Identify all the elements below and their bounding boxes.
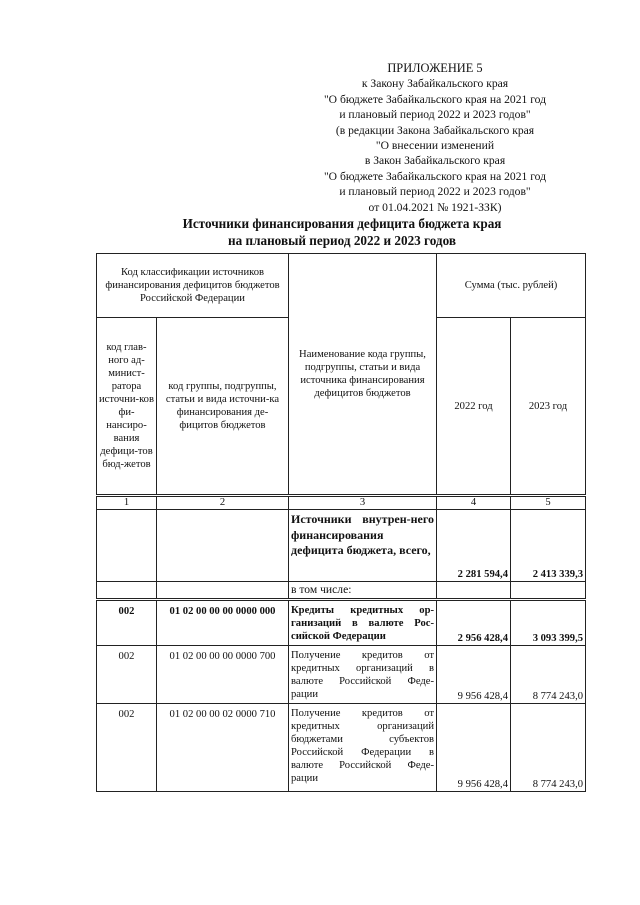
row-admin-code (97, 582, 157, 600)
column-numbers-row (97, 496, 586, 510)
row-group-code (157, 582, 289, 600)
row-value-2023: 3 093 399,5 (511, 600, 586, 646)
table-row (97, 582, 586, 600)
row-group-code: 01 02 00 00 02 0000 710 (157, 704, 289, 792)
row-value-2023: 2 413 339,3 (511, 510, 586, 582)
row-value-2023: 8 774 243,0 (511, 704, 586, 792)
header-group-code: код группы, подгруппы, статьи и вида источни-ка финансирования де-фицитов бюджетов (157, 318, 289, 496)
row-value-2022 (437, 582, 511, 600)
appendix-line: и плановый период 2022 и 2023 годов" (339, 185, 531, 199)
table-row (97, 510, 586, 582)
column-number: 1 (97, 496, 157, 510)
row-value-2022: 9 956 428,4 (437, 646, 511, 704)
appendix-line: в Закон Забайкальского края (364, 154, 506, 168)
row-group-code (157, 510, 289, 582)
document-title-line-2: на плановый период 2022 и 2023 годов (228, 233, 456, 248)
row-admin-code (97, 510, 157, 582)
header-year-2022: 2022 год (437, 318, 511, 496)
column-number: 3 (289, 496, 437, 510)
row-value-2022: 2 956 428,4 (437, 600, 511, 646)
row-name: Получение кредитов от кредитных организаций бюджетами субъектов Российской Федерации в валюте Российской Феде-рации (289, 704, 437, 792)
row-group-code: 01 02 00 00 00 0000 000 (157, 600, 289, 646)
appendix-line: к Закону Забайкальского края (361, 77, 509, 91)
appendix-line: "О внесении изменений (375, 139, 495, 153)
table-row (97, 646, 586, 704)
header-year-2023: 2023 год (511, 318, 586, 496)
appendix-title: ПРИЛОЖЕНИЕ 5 (387, 61, 483, 75)
financing-sources-table (96, 253, 586, 792)
row-admin-code: 002 (97, 704, 157, 792)
appendix-line: "О бюджете Забайкальского края на 2021 год (323, 92, 547, 106)
table-row (97, 600, 586, 646)
row-name: Кредиты кредитных ор-ганизаций в валюте Рос-сийской Федерации (289, 600, 437, 646)
row-name: Получение кредитов от кредитных организаций в валюте Российской Феде-рации (289, 646, 437, 704)
row-name: в том числе: (289, 582, 437, 600)
column-number: 2 (157, 496, 289, 510)
appendix-line: и плановый период 2022 и 2023 годов" (339, 108, 531, 122)
row-value-2022: 2 281 594,4 (437, 510, 511, 582)
row-value-2023: 8 774 243,0 (511, 646, 586, 704)
appendix-line: (в редакции Закона Забайкальского края (335, 123, 535, 137)
row-group-code: 01 02 00 00 00 0000 700 (157, 646, 289, 704)
appendix-block (300, 61, 570, 215)
appendix-line: "О бюджете Забайкальского края на 2021 год (323, 169, 547, 183)
row-admin-code: 002 (97, 600, 157, 646)
document-title-line-1: Источники финансирования дефицита бюджета края (182, 216, 502, 231)
row-value-2022: 9 956 428,4 (437, 704, 511, 792)
header-admin-code: код глав-ного ад-минист-ратора источни-ков фи-нансиро-вания дефици-тов бюд-жетов (97, 318, 157, 496)
table-row (97, 704, 586, 792)
row-value-2023 (511, 582, 586, 600)
header-code-classification: Код классификации источников финансирования дефицитов бюджетов Российской Федерации (97, 254, 289, 318)
row-admin-code: 002 (97, 646, 157, 704)
header-name: Наименование кода группы, подгруппы, статьи и вида источника финансирования дефицитов бюджетов (289, 254, 437, 496)
column-number: 5 (511, 496, 586, 510)
row-name: Источники внутрен-него финансирования дефицита бюджета, всего, (289, 510, 437, 582)
appendix-line: от 01.04.2021 № 1921-ЗЗК) (368, 200, 502, 214)
header-sum: Сумма (тыс. рублей) (437, 254, 586, 318)
document-title (100, 215, 584, 249)
column-number: 4 (437, 496, 511, 510)
